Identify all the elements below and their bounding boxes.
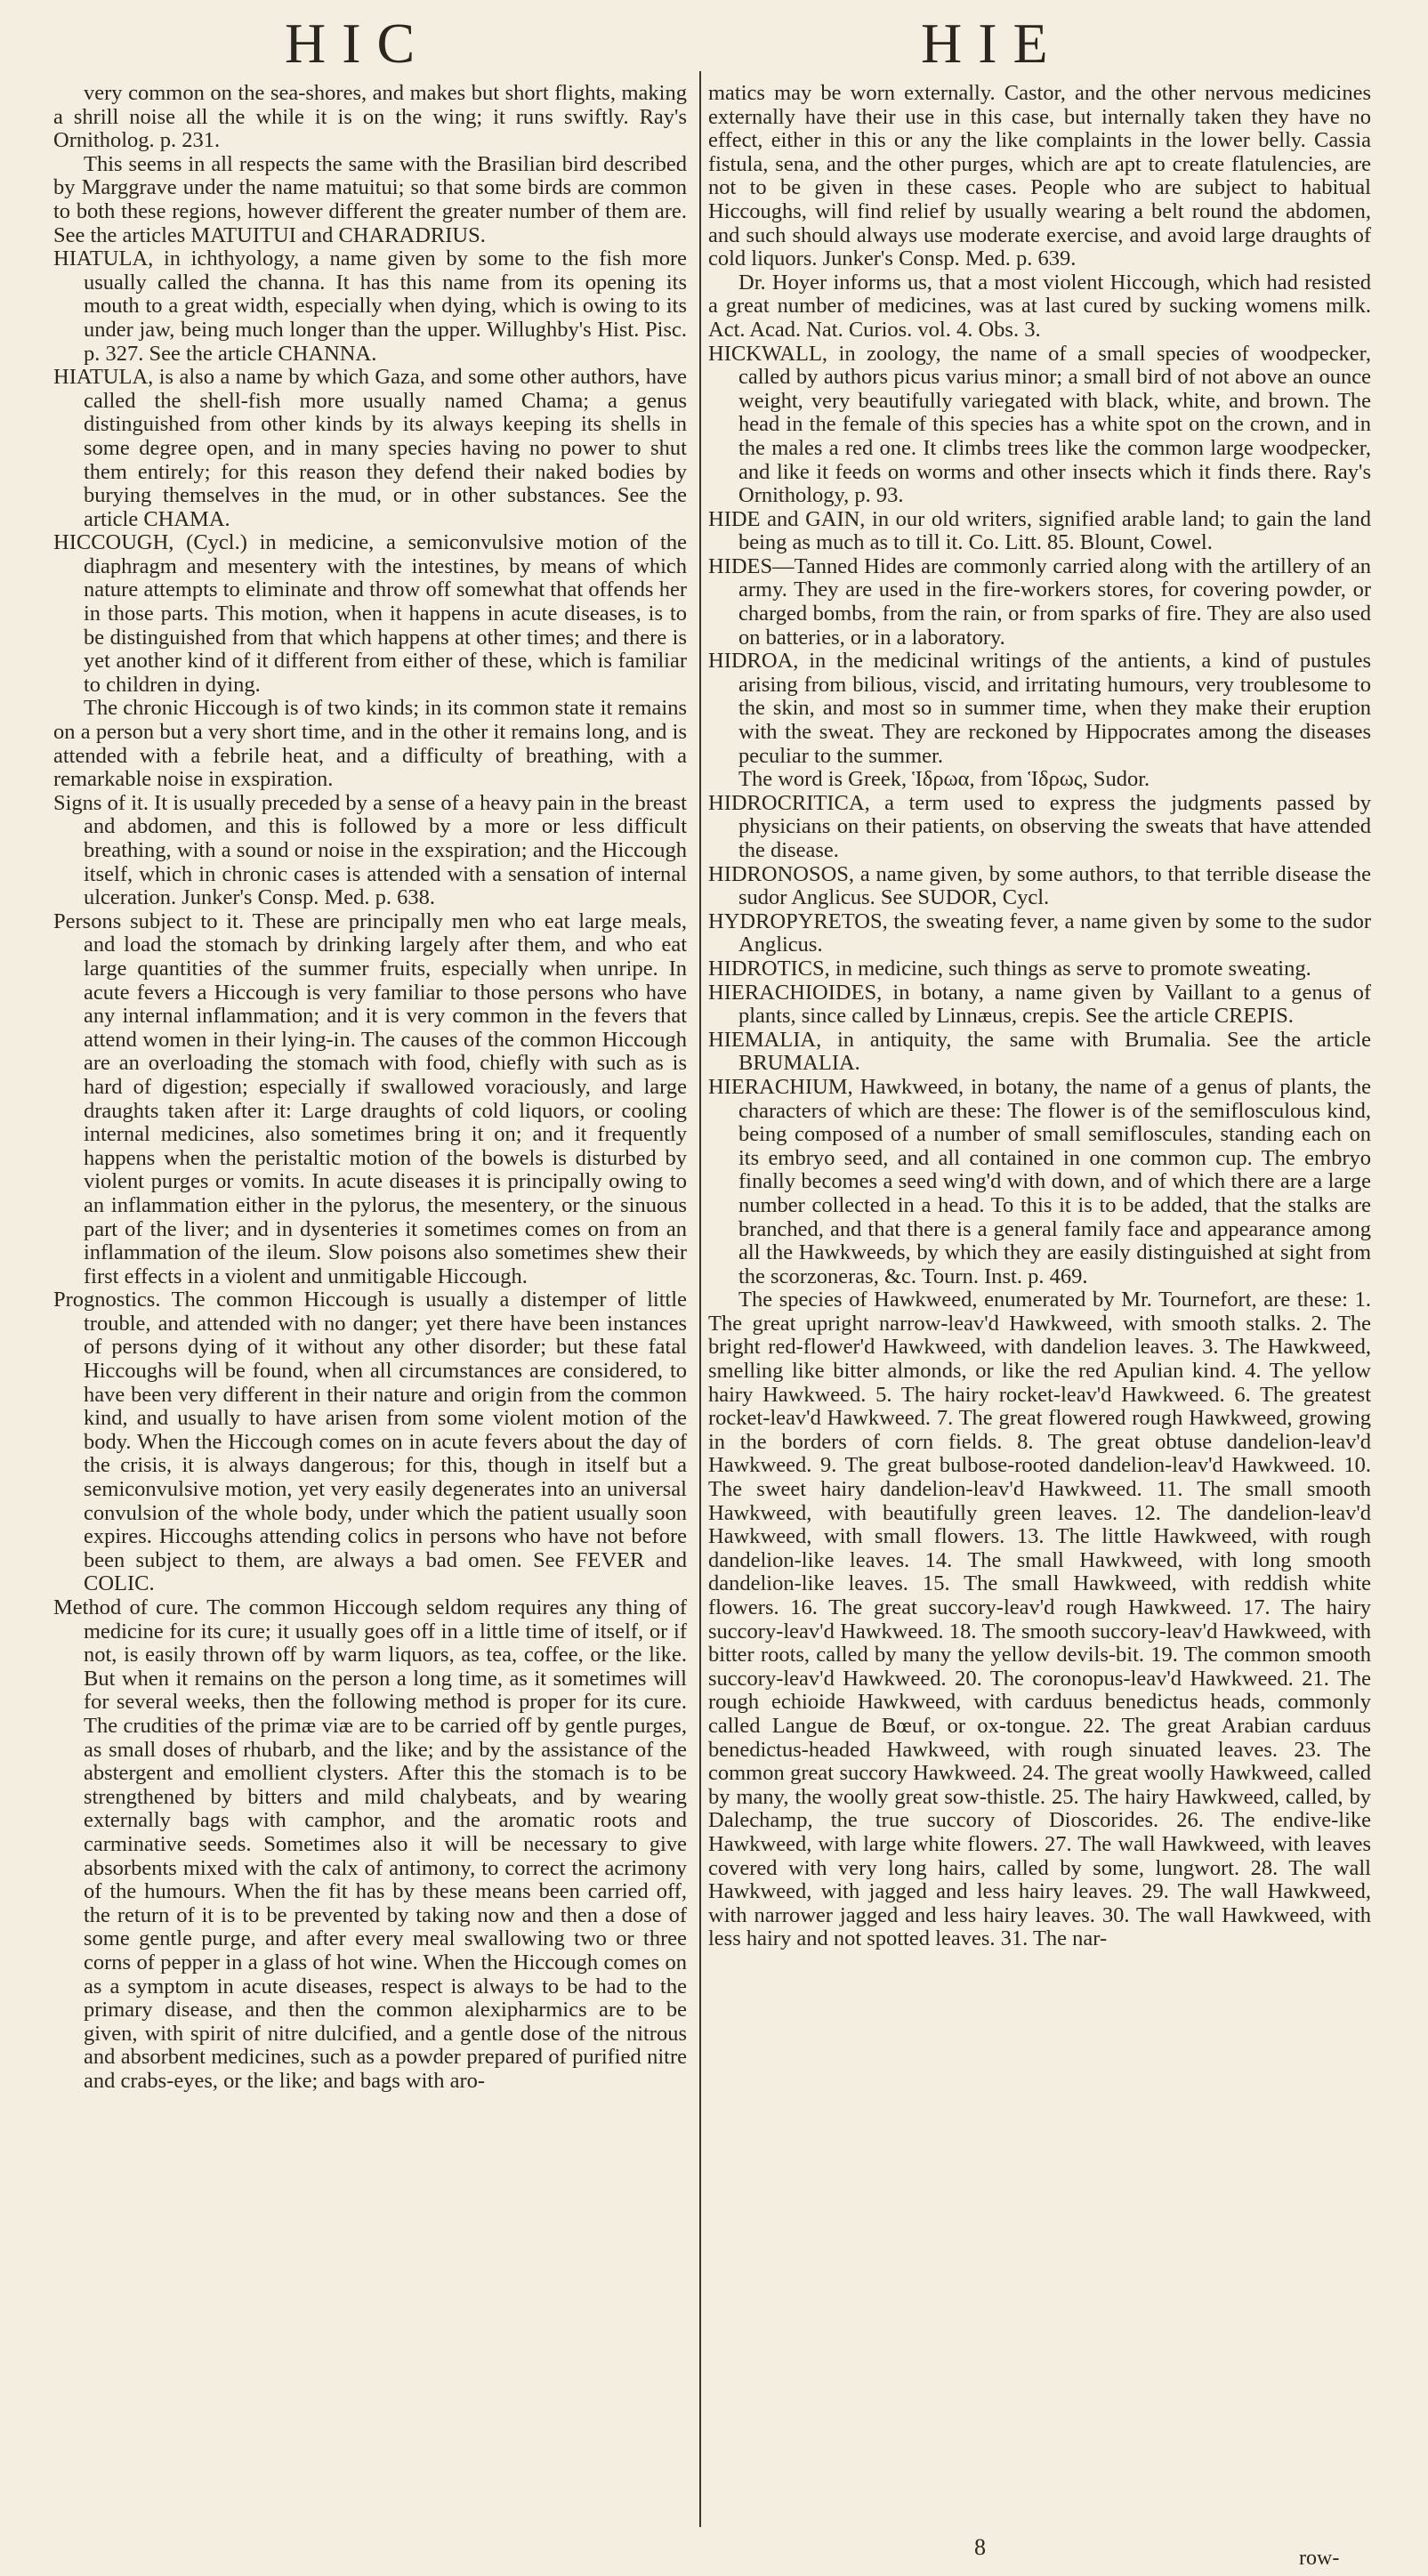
entry-paragraph: HICCOUGH, (Cycl.) in medicine, a semiconvulsive motion of the diaphragm and mesentery with the intestines, by means of which nature attempts to eliminate and throw off somewhat that offends her in those parts. This motion, when it happens in acute diseases, is to be distinguished from that which happens at other times; and there is yet another kind of it different from either of these, which is familiar to children in dying. <box>53 530 687 697</box>
entry-paragraph: HIDROCRITICA, a term used to express the judgments passed by physicians on their patients, on observing the sweats that have attended the disease. <box>708 790 1371 862</box>
entry-paragraph: HIDE and GAIN, in our old writers, signified arable land; to gain the land being as much as to till it. Co. Litt. 85. Blount, Cowel. <box>708 506 1371 555</box>
entry-paragraph: HIDRONOSOS, a name given, by some authors, to that terrible disease the sudor Anglicus. See SUDOR, Cycl. <box>708 861 1371 910</box>
column-divider <box>699 71 701 2527</box>
entry-paragraph: The chronic Hiccough is of two kinds; in its common state it remains on a person but a very short time, and in the other it remains long, and is attended with a febrile heat, and a difficulty of breathing, with a remarkable noise in exspiration. <box>53 696 687 792</box>
entry-paragraph: HIDROA, in the medicinal writings of the antients, a kind of pustules arising from bilious, viscid, and irritating humours, very troublesome to the skin, and most so in summer time, when they make their eruption with the sweat. They are reckoned by Hippocrates among the diseases peculiar to the summer. <box>708 649 1371 768</box>
entry-paragraph: Prognostics. The common Hiccough is usually a distemper of little trouble, and attended with no danger; yet there have been instances of persons dying of it without any other disorder; but these fatal Hiccoughs will be found, when all circumstances are considered, to have been very different in their nature and origin from the common kind, and usually to have arisen from some violent motion of the body. When the Hiccough comes on in acute fevers about the day of the crisis, it is always dangerous; for this, though in itself but a semiconvulsive motion, yet very easily degenerates into an universal convulsion of the whole body, under which the patient usually soon expires. Hiccoughs attending colics in persons who have not before been subject to them, are always a bad omen. See FEVER and COLIC. <box>53 1288 687 1596</box>
entry-paragraph: HIEMALIA, in antiquity, the same with Brumalia. See the article BRUMALIA. <box>708 1027 1371 1076</box>
entry-paragraph: HIDROTICS, in medicine, such things as serve to promote sweating. <box>708 956 1311 981</box>
running-header <box>0 12 1428 75</box>
entry-paragraph: This seems in all respects the same with the Brasilian bird described by Marggrave under the name matuitui; so that some birds are common to both these regions, however different the greater number of them are. See the articles MATUITUI and CHARADRIUS. <box>53 151 687 247</box>
entry-paragraph: HIATULA, is also a name by which Gaza, and some other authors, have called the shell-fish more usually named Chama; a genus distinguished from other kinds by its always keeping its shells in some degree open, and in many species having no power to shut them entirely; for this reason they defend their naked bodies by burying themselves in the mud, or in other substances. See the article CHAMA. <box>53 365 687 531</box>
entry-paragraph: HYDROPYRETOS, the sweating fever, a name given by some to the sudor Anglicus. <box>708 908 1371 957</box>
entry-paragraph: HICKWALL, in zoology, the name of a small species of woodpecker, called by authors picus varius minor; a small bird of not above an ounce weight, very beautifully variegated with black, white, and brown. The head in the female of this species has a white spot on the crown, and in the males a red one. It climbs trees like the common large woodpecker, and like it feeds on worms and other insects which it finds there. Ray's Ornithology, p. 93. <box>708 341 1371 508</box>
header-right-guide-word: HIE <box>921 12 1064 75</box>
entry-paragraph: very common on the sea-shores, and makes but short flights, making a shrill noise all the while it is on the wing; it runs swiftly. Ray's Ornitholog. p. 231. <box>53 81 687 153</box>
right-column <box>708 82 1371 1951</box>
header-left-guide-word: HIC <box>285 12 432 75</box>
entry-paragraph: Method of cure. The common Hiccough seldom requires any thing of medicine for its cure; it usually goes off in a little time of itself, or if not, is easily thrown off by warm liquors, as tea, coffee, or the like. But when it remains on the person a long time, as it sometimes will for several weeks, then the following method is proper for its cure. The crudities of the primæ viæ are to be carried off by gentle purges, as small doses of rhubarb, and the like; and by the assistance of the abstergent and emollient clysters. After this the stomach is to be strengthened by bitters and mild chalybeats, and by wearing externally bags with camphor, and the aromatic roots and carminative seeds. Sometimes also it will be necessary to give absorbents mixed with the calx of antimony, to correct the acrimony of the humours. When the fit has by these means been carried off, the return of it is to be prevented by taking now and then a dose of some gentle purge, and after every meal swallowing two or three corns of pepper in a glass of hot wine. When the Hiccough comes on as a symptom in acute diseases, respect is always to be had to the primary disease, and then the common alexipharmics are to be given, with spirit of nitre dulcified, and a gentle dose of the nitrous and absorbent medicines, such as a powder prepared of purified nitre and crabs-eyes, or the like; and bags with aro- <box>53 1595 687 2093</box>
entry-paragraph: The species of Hawkweed, enumerated by Mr. Tournefort, are these: 1. The great upright narrow-leav'd Hawkweed, with smooth stalks. 2. The bright red-flower'd Hawkweed, with dandelion leaves. 3. The Hawkweed, smelling like bitter almonds, or like the red Apulian kind. 4. The yellow hairy Hawkweed. 5. The hairy rocket-leav'd Hawkweed. 6. The greatest rocket-leav'd Hawkweed. 7. The great flowered rough Hawkweed, growing in the borders of corn fields. 8. The great obtuse dandelion-leav'd Hawkweed. 9. The great bulbose-rooted dandelion-leav'd Hawkweed. 10. The sweet hairy dandelion-leav'd Hawkweed. 11. The small smooth Hawkweed, with beautifully green leaves. 12. The dandelion-leav'd Hawkweed, with small flowers. 13. The little Hawkweed, with rough dandelion-like leaves. 14. The small Hawkweed, with long smooth dandelion-like leaves. 15. The small Hawkweed, with reddish white flowers. 16. The great succory-leav'd rough Hawkweed. 17. The hairy succory-leav'd Hawkweed. 18. The smooth succory-leav'd Hawkweed, with bitter roots, called by many the yellow devils-bit. 19. The common smooth succory-leav'd Hawkweed. 20. The coronopus-leav'd Hawkweed. 21. The rough echioide Hawkweed, with carduus benedictus heads, commonly called Langue de Bœuf, or ox-tongue. 22. The great Arabian carduus benedictus-headed Hawkweed, with rough sinuated leaves. 23. The common great succory Hawkweed. 24. The great woolly Hawkweed, called by many, the woolly great sow-thistle. 25. The hairy Hawkweed, called, by Dalechamp, the true succory of Dioscorides. 26. The endive-like Hawkweed, with large white flowers. 27. The wall Hawkweed, with leaves covered with very long hairs, called by some, lungwort. 28. The wall Hawkweed, with jagged and less hairy leaves. 29. The wall Hawkweed, with narrower jagged and less hairy leaves. 30. The wall Hawkweed, with less hairy and not spotted leaves. 31. The nar- <box>708 1288 1371 1951</box>
entry-paragraph: Signs of it. It is usually preceded by a sense of a heavy pain in the breast and abdomen, and this is followed by a more or less difficult breathing, with a sound or noise in the exspiration; and the Hiccough itself, which in chronic cases is attended with a sensation of internal ulceration. Junker's Consp. Med. p. 638. <box>53 790 687 910</box>
page-number: 8 <box>974 2534 986 2560</box>
entry-paragraph: HIATULA, in ichthyology, a name given by some to the fish more usually called the channa. It has this name from its opening its mouth to a great width, especially when dying, which is owing to its under jaw, being much longer than the upper. Willughby's Hist. Pisc. p. 327. See the article CHANNA. <box>53 246 687 366</box>
entry-paragraph: Persons subject to it. These are principally men who eat large meals, and load the stomach by drinking largely after them, and who eat large quantities of the summer fruits, especially when unripe. In acute fevers a Hiccough is very familiar to those persons who have any internal inflammation; and it is very common in the fevers that attend women in their lying-in. The causes of the common Hiccough are an overloading the stomach with food, chiefly with such as is hard of digestion; especially if swallowed voraciously, and large draughts taken after it: Large draughts of cold liquors, or cooling internal medicines, also sometimes bring it on; and it frequently happens when the peristaltic motion of the bowels is disturbed by violent purges or vomits. In acute diseases it is principally owing to an inflammation either in the pylorus, the mesentery, or the sinuous part of the liver; and in dysenteries it sometimes comes on from an inflammation of the ileum. Slow poisons also sometimes shew their first effects in a violent and unmitigable Hiccough. <box>53 908 687 1288</box>
entry-paragraph: HIERACHIOIDES, in botany, a name given by Vaillant to a genus of plants, since called by Linnæus, crepis. See the article CREPIS. <box>708 980 1371 1029</box>
entry-paragraph: Dr. Hoyer informs us, that a most violent Hiccough, which had resisted a great number of medicines, was at last cured by sucking womens milk. Act. Acad. Nat. Curios. vol. 4. Obs. 3. <box>708 270 1371 342</box>
entry-paragraph: HIERACHIUM, Hawkweed, in botany, the name of a genus of plants, the characters of which are these: The flower is of the semiflosculous kind, being composed of a number of small semifloscules, standing each on its embryo seed, and all contained in one common cup. The embryo finally becomes a seed wing'd with down, and of which there are a large number collected in a head. To this it is to be added, that the stalks are branched, and that there is a general family face and appearance among all the Hawkweeds, by which they are easily distinguished at sight from the scorzoneras, &c. Tourn. Inst. p. 469. <box>708 1074 1371 1288</box>
left-column <box>53 82 687 2093</box>
catchword: row- <box>1299 2547 1340 2570</box>
entry-paragraph: The word is Greek, Ἱδρωα, from Ἱδρως, Sudor. <box>738 767 1150 792</box>
entry-paragraph: HIDES—Tanned Hides are commonly carried along with the artillery of an army. They are used in the fire-workers stores, for covering powder, or charged bombs, from the rain, or from sparks of fire. They are also used on batteries, or in a laboratory. <box>708 553 1371 650</box>
entry-paragraph: matics may be worn externally. Castor, and the other nervous medicines externally have their use in this case, but internally taken they have no effect, either in this or any the like complaints in the lower belly. Cassia fistula, sena, and the other purges, which are apt to create flatulencies, are not to be given in these cases. People who are subject to habitual Hiccoughs, will find relief by usually wearing a belt round the abdomen, and such should always use moderate exercise, and avoid large draughts of cold liquors. Junker's Consp. Med. p. 639. <box>708 81 1371 271</box>
